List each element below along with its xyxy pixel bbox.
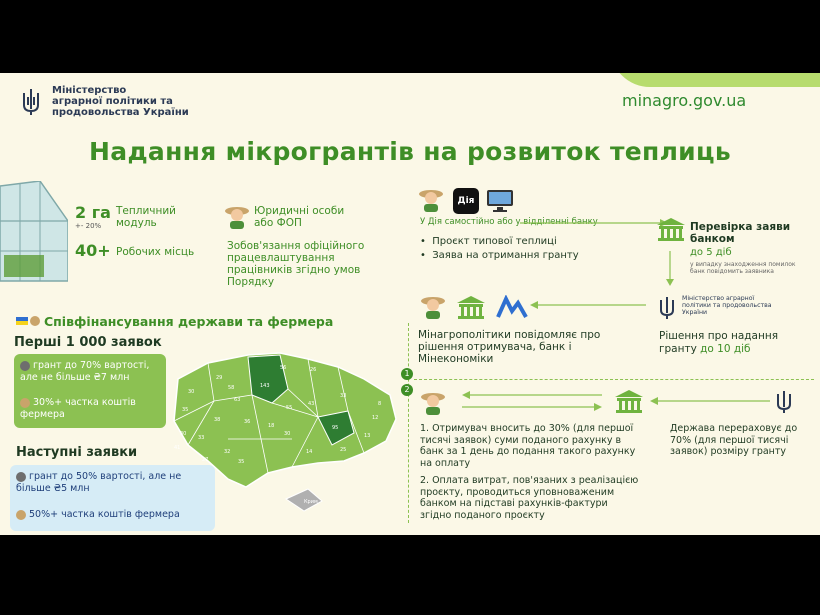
- region-count: 32: [224, 449, 231, 455]
- farmer-icon: [224, 203, 250, 229]
- crimea-label: Крим: [304, 499, 318, 505]
- coin-icon: [20, 361, 30, 371]
- next-share-text: 50%+ частка коштів фермера: [16, 509, 206, 521]
- region-count: 30: [284, 431, 291, 437]
- coin-icon: [16, 472, 26, 482]
- region-count: 35: [238, 459, 245, 465]
- region-count: 30: [180, 431, 187, 437]
- recipient-icon: [420, 293, 446, 319]
- page-title: Надання мікрогрантів на розвиток теплиць: [89, 137, 731, 166]
- apply-item: • Заява на отримання гранту: [420, 250, 579, 261]
- decision-text: Рішення про надання гранту до 10 діб: [659, 330, 779, 355]
- bank-check-note: у випадку знаходження помилок банк повідомить заявника: [690, 261, 796, 275]
- next-grant-text: грант до 50% вартості, але не більше ₴5 млн: [16, 471, 182, 494]
- jobs-value: 40+: [75, 241, 111, 260]
- region-count: 30: [188, 389, 195, 395]
- bank-check-title: Перевірка заяви банком: [690, 221, 791, 245]
- site-url[interactable]: minagro.gov.ua: [622, 91, 747, 110]
- area-note: +- 20%: [75, 222, 102, 230]
- infographic-slide: [0, 73, 820, 535]
- ministry-logo: [20, 85, 189, 118]
- region-count: 33: [340, 393, 347, 399]
- recipient-icon: [420, 389, 446, 415]
- region-count: 18: [268, 423, 275, 429]
- letterbox-bottom: [0, 535, 820, 615]
- region-count: 143: [260, 383, 270, 389]
- notify-text: Мінагрополітики повідомляє про рішення отримувача, банк і Мінекономіки: [418, 329, 601, 365]
- cofinancing-heading: Співфінансування держави та фермера: [44, 314, 334, 329]
- bank-check-days: до 5 діб: [690, 247, 732, 258]
- flag-farmer-icon: [16, 315, 42, 327]
- bank-icon: [614, 389, 644, 415]
- ministry-economy-icon: [496, 295, 528, 319]
- area-value: 2 га: [75, 203, 111, 222]
- ukraine-map: [168, 349, 400, 513]
- expenses-text: 2. Оплата витрат, пов'язаних з реалізацією проєкту, проводиться уповноваженим банком на підставі рахунків-фактури згідно поданого проєкту: [420, 475, 639, 521]
- first-share-text: 30%+ частка коштів фермера: [20, 397, 136, 420]
- region-count: 35: [182, 407, 189, 413]
- step-1-badge: 1: [401, 368, 413, 380]
- first-grant-text: грант до 70% вартості, але не більше ₴7 млн: [20, 360, 150, 383]
- region-count: 29: [216, 375, 223, 381]
- eligibility-obligation: Зобов'язання офіційного працевлаштування працівників згідно умов Порядку: [227, 240, 365, 288]
- decorative-blob: [610, 73, 820, 87]
- applicant-icon: [418, 186, 444, 212]
- region-count: 55: [286, 405, 293, 411]
- step-divider: [414, 379, 814, 380]
- state-reimburses-text: Держава перераховує до 70% (для першої тисячі заявок) розміру гранту: [670, 423, 798, 457]
- step-2-badge: 2: [401, 384, 413, 396]
- arrow-left-icon: [530, 299, 646, 311]
- region-count: 14: [306, 449, 313, 455]
- trident-icon: [774, 389, 794, 415]
- region-count: 56: [280, 365, 287, 371]
- region-count: 41: [174, 445, 181, 451]
- region-count: 43: [308, 401, 315, 407]
- region-count: 12: [372, 415, 379, 421]
- region-count: 8: [378, 401, 382, 407]
- recipient-pays-text: 1. Отримувач вносить до 30% (для першої тисячі заявок) суми поданого рахунку в банк за 1 день до подання такого рахунку на оплату: [420, 423, 636, 469]
- apply-item: • Проєкт типової теплиці: [420, 236, 557, 247]
- first-applications-heading: Перші 1 000 заявок: [14, 335, 162, 350]
- region-count: 27: [202, 457, 209, 463]
- diia-app-icon[interactable]: Дія: [453, 188, 479, 214]
- region-count: 26: [310, 367, 317, 373]
- region-count: 13: [364, 433, 371, 439]
- computer-icon: [486, 189, 514, 213]
- bank-icon: [456, 295, 486, 321]
- ukraine-map-mainland: [174, 353, 396, 487]
- divider-line: [408, 323, 409, 523]
- region-count: 58: [228, 385, 235, 391]
- trident-icon: [657, 295, 677, 321]
- region-count: 38: [214, 417, 221, 423]
- jobs-label: Робочих місць: [116, 246, 195, 258]
- arrow-right-icon: [520, 213, 670, 233]
- next-applications-heading: Наступні заявки: [16, 445, 138, 460]
- region-count: 63: [234, 397, 241, 403]
- region-count: 33: [198, 435, 205, 441]
- eligibility-who: Юридичні особи або ФОП: [254, 205, 345, 229]
- apply-note: У Дія самостійно або у відділенні банку: [420, 217, 598, 227]
- ministry-name: Міністерство аграрної політики та продовольства України: [52, 85, 189, 118]
- area-label: Тепличний модуль: [116, 205, 176, 229]
- greenhouse-icon: [0, 181, 68, 286]
- trident-icon: [20, 87, 42, 117]
- bank-icon: [656, 217, 686, 243]
- region-count: 36: [244, 419, 251, 425]
- arrow-left-icon: [650, 395, 770, 407]
- farmer-icon: [16, 510, 26, 520]
- farmer-icon: [20, 398, 30, 408]
- arrow-down-icon: [664, 251, 676, 287]
- two-way-arrow-icon: [462, 389, 602, 415]
- ministry-badge-text: Міністерство аграрної політики та продовольства України: [682, 295, 772, 316]
- region-count: 95: [332, 425, 339, 431]
- region-count: 25: [340, 447, 347, 453]
